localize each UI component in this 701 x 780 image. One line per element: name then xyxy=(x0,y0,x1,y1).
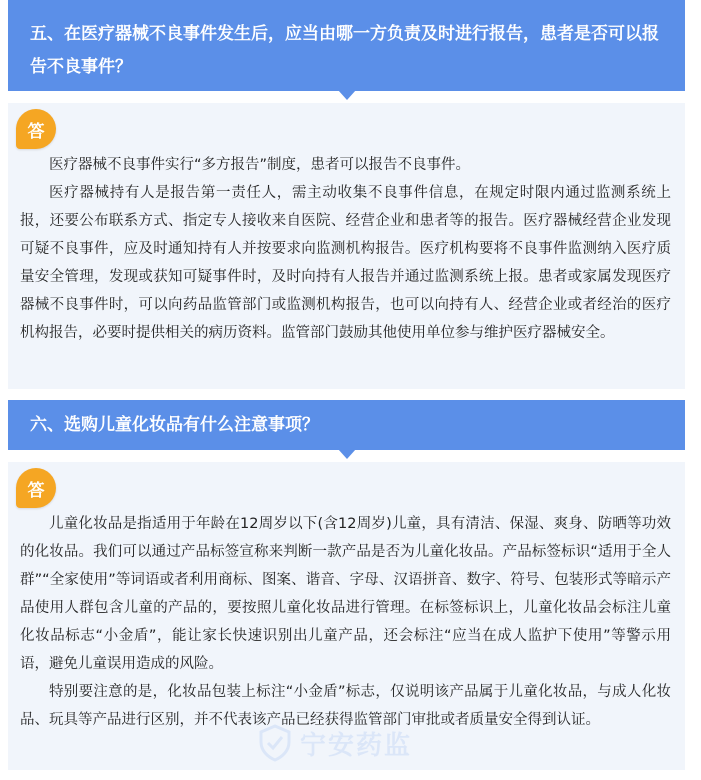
answer-badge-label: 答 xyxy=(27,121,45,142)
qa-section-5 xyxy=(8,0,685,389)
question-bar xyxy=(8,0,685,91)
question-bar xyxy=(8,400,685,450)
answer-box xyxy=(8,103,685,389)
question-pointer xyxy=(338,90,356,100)
answer-badge-label: 答 xyxy=(27,480,45,501)
answer-paragraph: 医疗器械持有人是报告第一责任人，需主动收集不良事件信息，在规定时限内通过监测系统上报，还要公布联系方式、指定专人接收来自医院、经营企业和患者等的报告。医疗器械经营企业发现可疑不良事件，应及时通知持有人并按要求向监测机构报告。医疗机构要将不良事件监测纳入医疗质量安全管理，发现或获知可疑事件时，及时向持有人报告并通过监测系统上报。患者或家属发现医疗器械不良事件时，可以向药品监管部门或监测机构报告，也可以向持有人、经营企业或者经治的医疗机构报告，必要时提供相关的病历资料。监管部门鼓励其他使用单位参与维护医疗器械安全。 xyxy=(20,185,671,341)
question-pointer xyxy=(338,449,356,459)
answer-paragraph: 特别要注意的是，化妆品包装上标注“小金盾”标志，仅说明该产品属于儿童化妆品，与成人化妆品、玩具等产品进行区别，并不代表该产品已经获得监管部门审批或者质量安全得到认证。 xyxy=(20,684,671,728)
answer-badge-icon xyxy=(16,468,56,508)
question-text: 六、选购儿童化妆品有什么注意事项？ xyxy=(30,415,319,435)
qa-section-6 xyxy=(8,400,685,770)
question-text: 五、在医疗器械不良事件发生后，应当由哪一方负责及时进行报告，患者是否可以报告不良事件？ xyxy=(30,24,659,77)
answer-badge-icon xyxy=(16,109,56,149)
answer-paragraph: 医疗器械不良事件实行“多方报告”制度，患者可以报告不良事件。 xyxy=(49,157,471,173)
answer-box xyxy=(8,462,685,770)
answer-paragraph: 儿童化妆品是指适用于年龄在12周岁以下(含12周岁)儿童，具有清洁、保湿、爽身、防晒等功效的化妆品。我们可以通过产品标签宣称来判断一款产品是否为儿童化妆品。产品标签标识“适用于全人群”“全家使用”等词语或者利用商标、图案、谐音、字母、汉语拼音、数字、符号、包装形式等暗示产品使用人群包含儿童的产品的，要按照儿童化妆品进行管理。在标签标识上，儿童化妆品会标注儿童化妆品标志“小金盾”，能让家长快速识别出儿童产品，还会标注“应当在成人监护下使用”等警示用语，避免儿童误用造成的风险。 xyxy=(20,516,671,672)
